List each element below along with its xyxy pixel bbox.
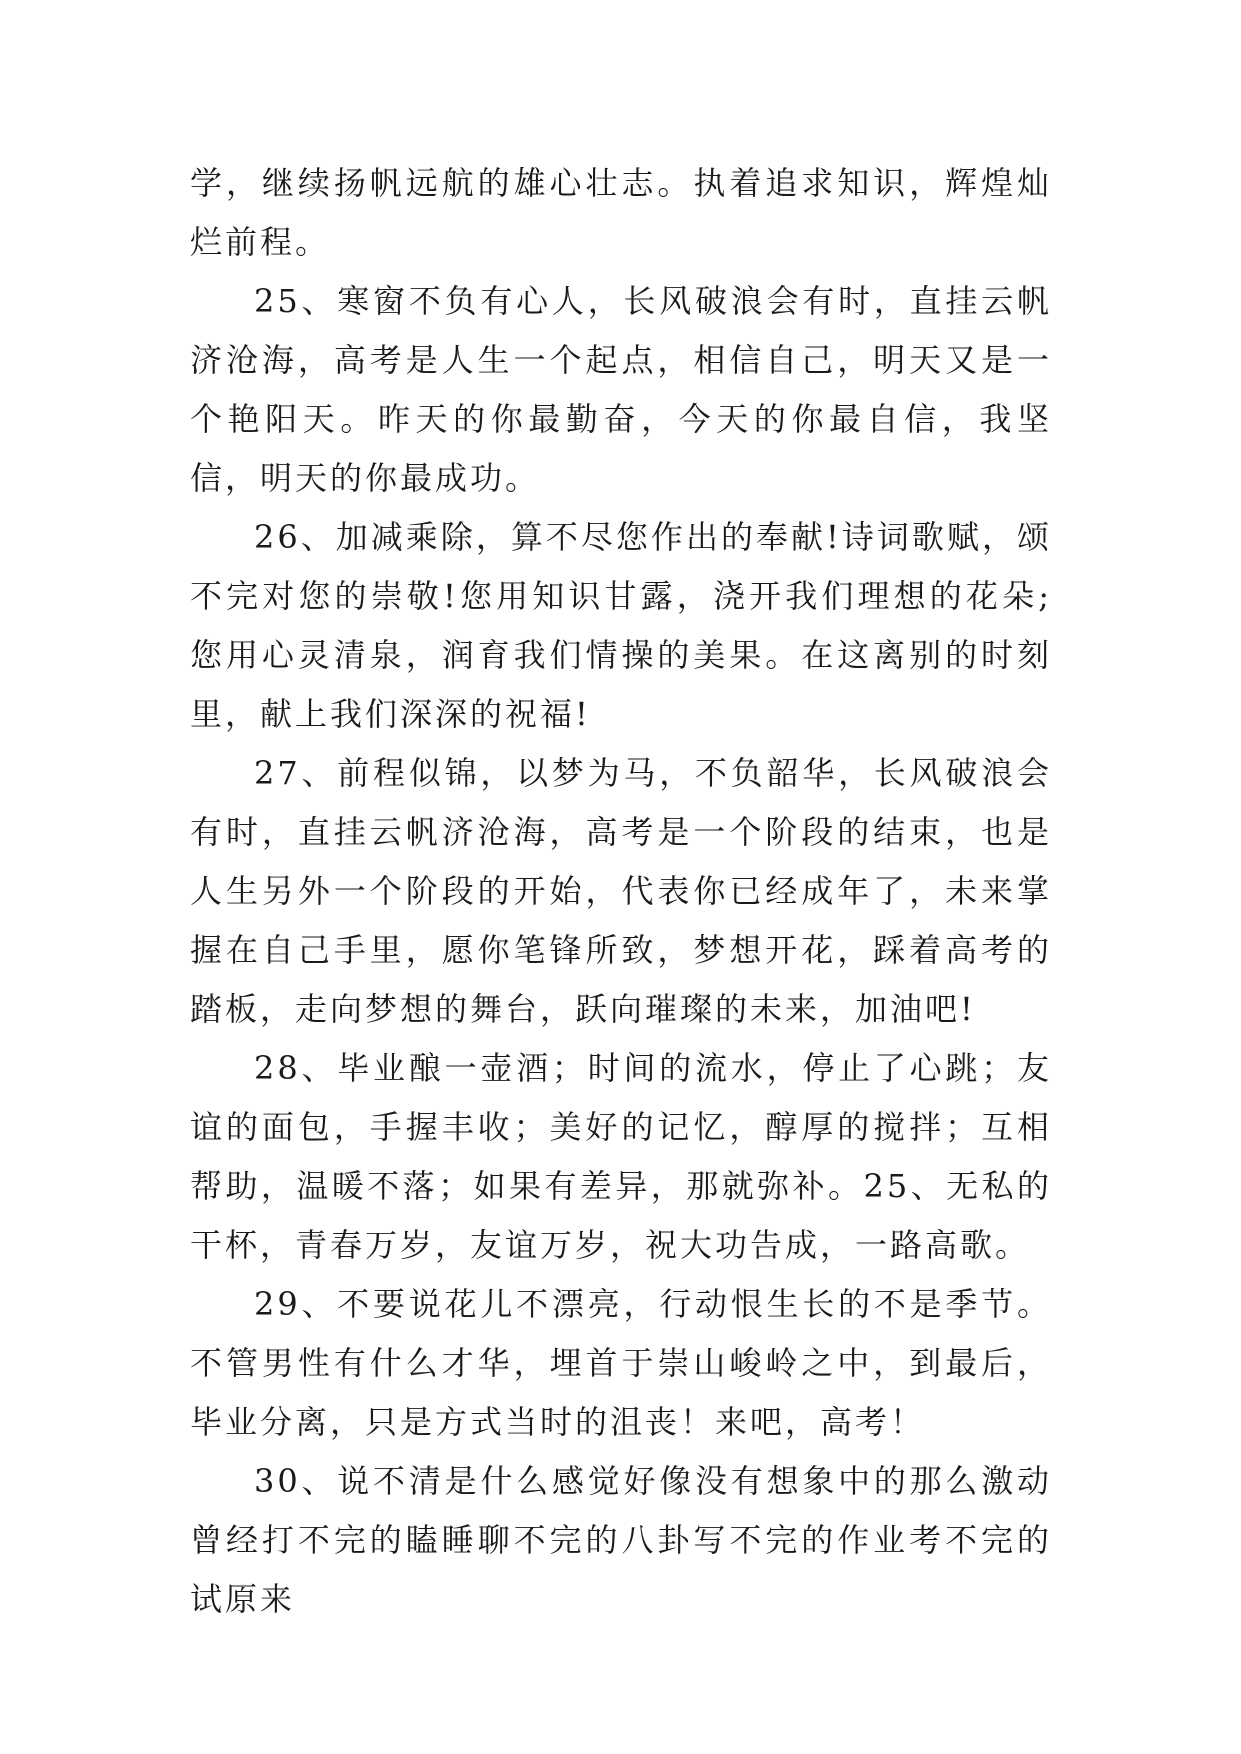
paragraph-26: 26、加减乘除，算不尽您作出的奉献!诗词歌赋，颂不完对您的崇敬!您用知识甘露，浇开我们理想的花朵;您用心灵清泉，润育我们情操的美果。在这离别的时刻里，献上我们深深的祝福!	[190, 518, 1052, 733]
document-body	[190, 154, 1052, 1629]
paragraph-25: 25、寒窗不负有心人，长风破浪会有时，直挂云帆济沧海，高考是人生一个起点，相信自己，明天又是一个艳阳天。昨天的你最勤奋，今天的你最自信，我坚信，明天的你最成功。	[190, 282, 1052, 497]
paragraph-27: 27、前程似锦，以梦为马，不负韶华，长风破浪会有时，直挂云帆济沧海，高考是一个阶段的结束，也是人生另外一个阶段的开始，代表你已经成年了，未来掌握在自己手里，愿你笔锋所致，梦想开花，踩着高考的踏板，走向梦想的舞台，跃向璀璨的未来，加油吧!	[190, 754, 1052, 1028]
paragraph-28: 28、毕业酿一壶酒；时间的流水，停止了心跳；友谊的面包，手握丰收；美好的记忆，醇厚的搅拌；互相帮助，温暖不落；如果有差异，那就弥补。25、无私的干杯，青春万岁，友谊万岁，祝大功告成，一路高歌。	[190, 1049, 1052, 1264]
paragraph-29: 29、不要说花儿不漂亮，行动恨生长的不是季节。不管男性有什么才华，埋首于崇山峻岭之中，到最后，毕业分离，只是方式当时的沮丧！来吧，高考！	[190, 1285, 1052, 1441]
paragraph-continuation: 学，继续扬帆远航的雄心壮志。执着追求知识，辉煌灿烂前程。	[190, 164, 1052, 261]
paragraph-30: 30、说不清是什么感觉好像没有想象中的那么激动曾经打不完的瞌睡聊不完的八卦写不完的作业考不完的试原来	[190, 1462, 1052, 1618]
